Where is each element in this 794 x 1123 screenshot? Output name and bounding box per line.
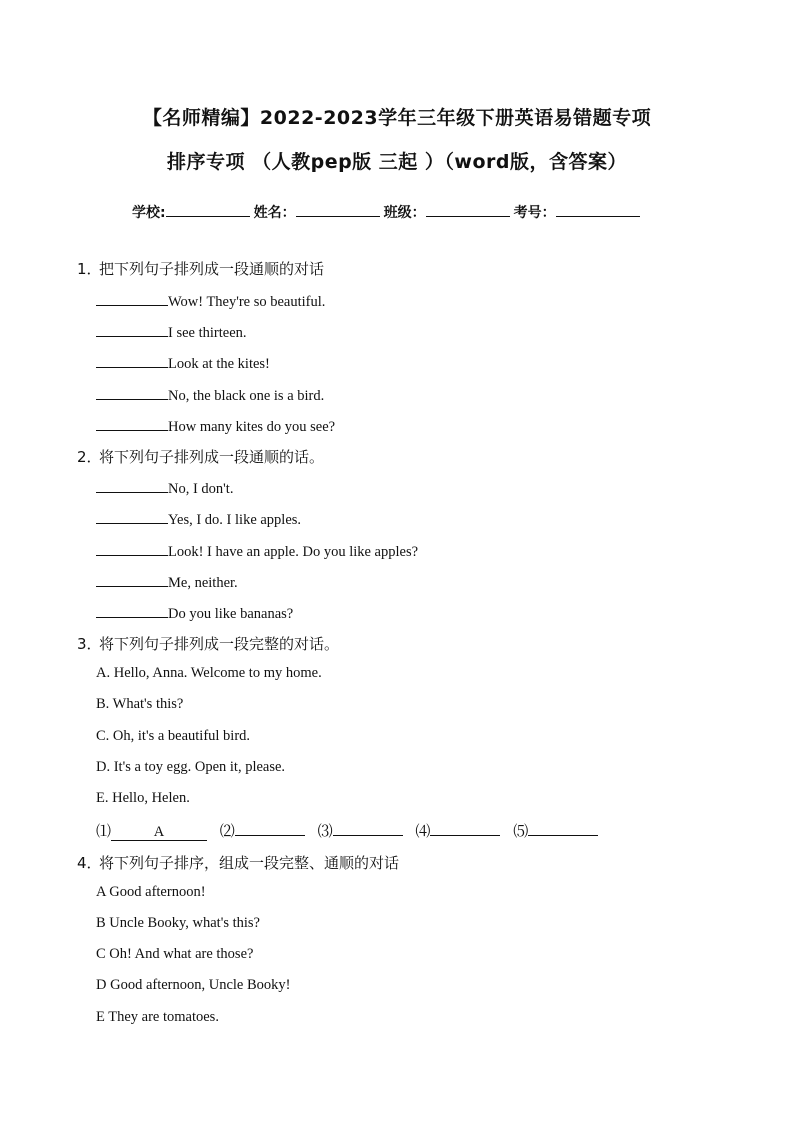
answer-slot-label: ⑷ (415, 822, 431, 840)
sentence-text: Look at the kites! (168, 356, 270, 372)
answer-blank[interactable] (96, 385, 168, 400)
answer-slot-label: ⑵ (219, 822, 235, 840)
name-label: 姓名： (253, 205, 296, 221)
question-1-prompt (77, 258, 324, 279)
answer-line (96, 478, 233, 498)
answer-line (96, 603, 293, 623)
class-blank[interactable] (426, 202, 510, 217)
answer-line (96, 572, 238, 592)
question-3-prompt (77, 633, 339, 654)
exam-number-blank[interactable] (556, 202, 640, 217)
answer-slot-blank[interactable] (528, 819, 598, 836)
answer-blank[interactable] (96, 603, 168, 618)
question-number: 1． (77, 260, 102, 278)
sentence-text: Look! I have an apple. Do you like apples? (168, 544, 419, 560)
answer-sequence-row (96, 819, 606, 841)
sentence-text: No, I don't. (168, 481, 234, 497)
answer-slot-1 (96, 820, 207, 841)
answer-slot-blank[interactable] (430, 819, 500, 836)
answer-slot-label: ⑴ (96, 822, 112, 840)
answer-slot-4 (415, 819, 500, 841)
option-line: D. It's a toy egg. Open it, please. (96, 759, 286, 775)
answer-line (96, 353, 270, 373)
question-4-prompt (77, 852, 399, 873)
document-title-line-2: 排序专项 （人教pep版 三起 ）（word版，含答案） (166, 151, 627, 173)
option-line: C Oh! And what are those? (96, 946, 254, 962)
document-title-line-1: 【名师精编】2022-2023学年三年级下册英语易错题专项 (142, 107, 652, 129)
answer-blank[interactable] (96, 541, 168, 556)
option-line: B. What's this? (96, 696, 184, 712)
answer-blank[interactable] (96, 572, 168, 587)
sentence-text: Do you like bananas? (168, 606, 294, 622)
answer-slot-label: ⑸ (513, 822, 529, 840)
school-label: 学校: (132, 205, 166, 221)
answer-line (96, 416, 335, 436)
sentence-text: No, the black one is a bird. (168, 388, 325, 404)
answer-line (96, 322, 247, 342)
name-blank[interactable] (296, 202, 380, 217)
option-line: E. Hello, Helen. (96, 790, 190, 806)
answer-blank[interactable] (96, 291, 168, 306)
sentence-text: I see thirteen. (168, 325, 247, 341)
question-number: 4． (77, 854, 102, 872)
sentence-text: Yes, I do. I like apples. (168, 512, 302, 528)
question-text: 将下列句子排列成一段通顺的话。 (99, 448, 325, 466)
option-line: E They are tomatoes. (96, 1009, 219, 1025)
sentence-text: Wow! They're so beautiful. (168, 294, 326, 310)
option-line: B Uncle Booky, what's this? (96, 915, 260, 931)
question-number: 3． (77, 635, 102, 653)
answer-slot-2 (220, 819, 305, 841)
answer-slot-blank[interactable] (333, 819, 403, 836)
option-line: A Good afternoon! (96, 884, 206, 900)
option-line: C. Oh, it's a beautiful bird. (96, 728, 251, 744)
question-2-prompt (77, 446, 324, 467)
sentence-text: Me, neither. (168, 575, 238, 591)
answer-slot-blank[interactable] (235, 819, 305, 836)
option-line: A. Hello, Anna. Welcome to my home. (96, 665, 322, 681)
answer-blank[interactable] (96, 353, 168, 368)
answer-blank[interactable] (96, 509, 168, 524)
answer-slot-blank[interactable]: A (111, 824, 207, 841)
class-label: 班级： (383, 205, 426, 221)
answer-line (96, 509, 301, 529)
answer-blank[interactable] (96, 478, 168, 493)
question-text: 将下列句子排列成一段完整的对话。 (99, 635, 340, 653)
sentence-text: How many kites do you see? (168, 419, 336, 435)
answer-slot-5 (513, 819, 598, 841)
answer-blank[interactable] (96, 322, 168, 337)
student-info-row (132, 202, 644, 222)
exam-number-label: 考号： (513, 205, 556, 221)
question-number: 2． (77, 448, 102, 466)
question-text: 把下列句子排列成一段通顺的对话 (99, 260, 325, 278)
answer-line (96, 385, 324, 405)
answer-slot-3 (318, 819, 403, 841)
answer-line (96, 291, 325, 311)
answer-line (96, 541, 418, 561)
school-blank[interactable] (166, 202, 250, 217)
question-text: 将下列句子排序，组成一段完整、通顺的对话 (99, 854, 400, 872)
answer-blank[interactable] (96, 416, 168, 431)
answer-slot-label: ⑶ (317, 822, 333, 840)
option-line: D Good afternoon, Uncle Booky! (96, 977, 291, 993)
